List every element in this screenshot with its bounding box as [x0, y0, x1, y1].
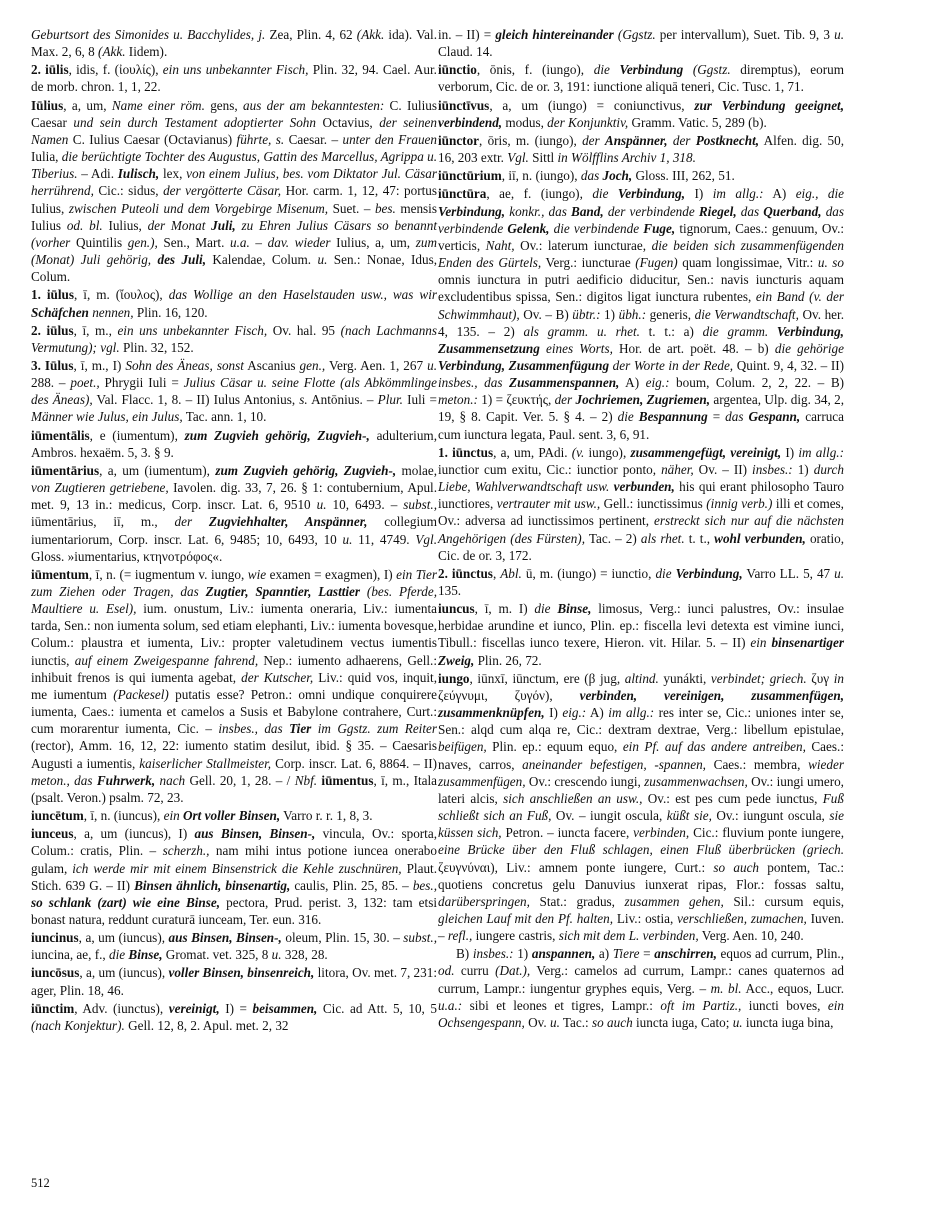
dictionary-entry: iunceus, a, um (iuncus), I) aus Binsen, Binsen-, vincula, Ov.: sporta, Colum.: cratis, Plin. – scherzh., nam mihi intus potione iuncea onerabo gulam, ich werde mir mit einem Binsenstrick die Kehle zuschnüren, Plaut. Stich. 639 G. – II) Binsen ähnlich, binsenartig, caulis, Plin. 25, 85. – bes., so schlank (zart) wie eine Binse, pectora, Prud. perist. 3, 132: tam etsi bonast natura, reddunt curaturā iunceam, Ter. eun. 316. — [31, 826, 438, 927]
dictionary-entry: iūnctor, ōris, m. (iungo), der Anspänner, der Postknecht, Alfen. dig. 50, 16, 203 extr. Vgl. Sittl in Wölfflins Archiv 1, 318. — [438, 132, 845, 166]
dictionary-entry: iungo, iūnxī, iūnctum, ere (β jug, altind. yunákti, verbindet; griech. ζυγ in ζεύγνυμι, ζυγόν), verbinden, vereinigen, zusammenfügen, zusammenknüpfen, I) eig.: A) im allg.: res inter se, Cic.: uniones inter se, Sen.: alqd cum alqa re, Cic.: dextram dextrae, Verg.: libellum epistulae, beifügen, Plin. ep.: equum equo, ein Pf. auf das andere antreiben, Caes.: naves, carros, aneinander befestigen, -spannen, Caes.: membra, wieder zusammenfügen, Ov.: crescendo iungi, zusammenwachsen, Ov.: iungi umero, lateri alcis, sich anschließen an usw., Ov.: est pes cum pede iunctus, Fuß schließt sich an Fuß, Ov. – iungit oscula, küßt sie, Ov.: iungunt oscula, sie küssen sich, Petron. – iuncta facere, verbinden, Cic.: fluvium ponte iungere, eine Brücke über den Fluß schlagen, einen Fluß überbrücken (griech. ζευγνύναι), Liv.: amnem ponte iungere, Curt.: so auch pontem, Tac.: quotiens concretus gelu Danuvius iunxerat ripas, Flor.: fossas saltu, darüberspringen, Stat.: gradus, zusammen gehen, Sil.: cursum equis, gleichen Lauf mit den Pf. halten, Liv.: ostia, verschließen, zumachen, Iuven. – refl., iungere castris, sich mit dem L. verbinden, Verg. Aen. 10, 240. — [438, 670, 844, 944]
dictionary-entry: in. – II) = gleich hintereinander (Ggstz. per intervallum), Suet. Tib. 9, 3 u. Claud. 14. — [438, 27, 844, 60]
dictionary-entry: 2. iūlus, ī, m., ein uns unbekannter Fisch, Ov. hal. 95 (nach Lachmanns Vermutung); vgl. Plin. 32, 152. — [31, 322, 438, 355]
dictionary-entry: Geburtsort des Simonides u. Bacchylides, j. Zea, Plin. 4, 62 (Akk. ida). Val. Max. 2, 6, 8 (Akk. Iidem). — [31, 27, 437, 60]
dictionary-entry: iūmentārius, a, um (iumentum), zum Zugvieh gehörig, Zugvieh-, molae, von Zugtieren getriebene, Iavolen. dig. 33, 7, 26. § 1: contubernium, Apul. met. 9, 13 in.: medicus, Corp. inscr. Lat. 6, 9510 u. 10, 6493. – subst., iūmentārius, iī, m., der Zugviehhalter, Anspänner, collegium iumentariorum, Corp. inscr. Lat. 6, 9485; 10, 6493, 10 u. 11, 4749. Vgl. Gloss. »iumentarius, κτηνοτρόφος«. — [31, 462, 438, 564]
dictionary-entry: iūmentālis, e (iumentum), zum Zugvieh gehörig, Zugvieh-, adulterium, Ambros. hexaëm. 5, 3. § 9. — [31, 427, 437, 460]
page-number: 512 — [31, 1176, 50, 1190]
dictionary-entry: iuncinus, a, um (iuncus), aus Binsen, Binsen-, oleum, Plin. 15, 30. – subst., iuncina, ae, f., die Binse, Gromat. vet. 325, 8 u. 328, 28. — [31, 930, 438, 963]
dictionary-entry: Iūlius, a, um, Name einer röm. gens, aus der am bekanntesten: C. Iulius Caesar und sein durch Testament adoptierter Sohn Octavius, der seinen Namen C. Iulius Caesar (Octavianus) führte, s. Caesar. – unter den Frauen Iulia, die berüchtigte Tochter des Augustus, Gattin des Marcellus, Agrippa u. Tiberius. – Adi. Iulisch, lex, von einem Julius, bes. vom Diktator Jul. Cäsar herrührend, Cic.: sidus, der vergötterte Cäsar, Hor. carm. 1, 12, 47: portus Iulius, zwischen Puteoli und dem Vorgebirge Misenum, Suet. – bes. mensis Iulius od. bl. Iulius, der Monat Juli, zu Ehren Julius Cäsars so benannt (vorher Quintilis gen.), Sen., Mart. u.a. – dav. wieder Iulius, a, um, zum (Monat) Juli gehörig, des Juli, Kalendae, Colum. u. Sen.: Nonae, Idus, Colum. — [31, 97, 438, 285]
dictionary-entry: 3. Iūlus, ī, m., I) Sohn des Äneas, sonst Ascanius gen., Verg. Aen. 1, 267 u. 288. – poet., Phrygii Iuli = Julius Cäsar u. seine Flotte (als Abkömmlinge des Äneas), Val. Flacc. 1, 8. – II) Iulus Antonius, s. Antōnius. – Plur. Iuli = Männer wie Julus, ein Julus, Tac. ann. 1, 10. — [31, 357, 437, 425]
dictionary-entry: 1. iūlus, ī, m. (ἴουλος), das Wollige an den Haselstauden usw., was wir Schäfchen nennen, Plin. 16, 120. — [31, 287, 437, 320]
dictionary-entry: 2. iūlis, idis, f. (ἰουλίς), ein uns unbekannter Fisch, Plin. 32, 94. Cael. Aur. de morb. chron. 1, 1, 22. — [31, 62, 437, 95]
right-column — [438, 26, 844, 1032]
dictionary-entry: 1. iūnctus, a, um, PAdi. (v. iungo), zusammengefügt, vereinigt, I) im allg.: iunctior cum exitu, Cic.: iunctior ponto, näher, Ov. – II) insbes.: 1) durch Liebe, Wahlverwandtschaft usw. verbunden, his qui erant philosopho Tauro iunctiores, vertrauter mit usw., Gell.: iunctissimus (innig verb.) illi et comes, Ov.: adversa ad iunctissimos pertinent, erstreckt sich nur auf die nächsten Angehörigen (des Fürsten), Tac. – 2) als rhet. t. t., wohl verbunden, oratio, Cic. de or. 3, 172. — [438, 444, 844, 563]
dictionary-entry: iūnctūrium, iī, n. (iungo), das Joch, Gloss. III, 262, 51. — [438, 168, 735, 184]
dictionary-entry: B) insbes.: 1) anspannen, a) Tiere = anschirren, equos ad currum, Plin., od. curru (Dat.), Verg.: camelos ad currum, Lampr.: canes quaternos ad currum, Lampr.: iungentur gryphes equis, Verg. – m. bl. Acc., equos, Lucr. u.a.: sibi et leones et tigres, Lampr.: oft im Partiz., iuncti boves, ein Ochsengespann, Ov. u. Tac.: so auch iuncta iuga, Cato; u. iuncta iuga bina, — [438, 946, 844, 1030]
dictionary-entry: iūnctim, Adv. (iunctus), vereinigt, I) = beisammen, Cic. ad Att. 5, 10, 5 (nach Konjektur). Gell. 12, 8, 2. Apul. met. 2, 32 — [31, 1000, 437, 1033]
dictionary-entry: iūmentum, ī, n. (= iugmentum v. iungo, wie examen = exagmen), I) ein Tier zum Ziehen oder Tragen, das Zugtier, Spanntier, Lasttier (bes. Pferde, Maultiere u. Esel), ium. onustum, Liv.: iumenta oneraria, Liv.: iumenta tarda, Sen.: non iumenta solum, sed etiam elephanti, Liv.: iumenta bovesque, Colum.: plaustra et iumenta, Liv.: propter valetudinem vectus iumentis iunctis, auf einem Zweigespanne fahrend, Nep.: iumento adhaerens, Gell.: inhibuit frenos is qui iumenta agebat, der Kutscher, Liv.: quid vos, inquit, me iumentum (Packesel) putatis esse? Petron.: omni undique conquirere iumenta, Caes.: iumenta et camelos a Susis et Babylone contrahere, Curt.: cum morarentur iumenta, Cic. – insbes., das Tier im Ggstz. zum Reiter (rector), Amm. 16, 12, 22: iumento statim desilut, ibid. § 35. – Caesaris Augusti a iumentis, kaiserlicher Stallmeister, Corp. inscr. Lat. 6, 8864. – II) meton., das Fuhrwerk, nach Gell. 20, 1, 28. – / Nbf. iūmentus, ī, m., Itala (psalt. Veron.) psalm. 72, 23. — [31, 566, 438, 805]
dictionary-entry: iuncētum, ī, n. (iuncus), ein Ort voller Binsen, Varro r. r. 1, 8, 3. — [31, 808, 373, 824]
left-column — [31, 26, 437, 1035]
dictionary-entry: iūnctūra, ae, f. (iungo), die Verbindung, I) im allg.: A) eig., die Verbindung, konkr., das Band, der verbindende Riegel, das Querband, das verbindende Gelenk, die verbindende Fuge, tignorum, Caes.: genuum, Ov.: verticis, Naht, Ov.: laterum iuncturae, die beiden sich zusammenfügenden Enden des Gürtels, Verg.: iuncturae (Fugen) quam longissimae, Vitr.: u. so omnis iunctura in putri aedificio diducitur, Sen.: navis iuncturis aquam excludentibus spissa, Sen.: digitos ligat iunctura rubentes, ein Band (v. der Schwimmhaut), Ov. – B) übtr.: 1) übh.: generis, die Verwandtschaft, Ov. her. 4, 135. – 2) als gramm. u. rhet. t. t.: a) die gramm. Verbindung, Zusammensetzung eines Worts, Hor. de art. poët. 48. – b) die gehörige Verbindung, Zusammenfügung der Worte in der Rede, Quint. 9, 4, 32. – II) insbes., das Zusammenspannen, A) eig.: boum, Colum. 2, 2, 22. – B) meton.: 1) = ζευκτής, der Jochriemen, Zugriemen, argentea, Ulp. dig. 34, 2, 19, § 8. Capit. Ver. 5. § 4. – 2) die Bespannung = das Gespann, carruca cum iunctura legata, Paul. sent. 3, 6, 91. — [438, 186, 845, 442]
dictionary-entry: iuncōsus, a, um (iuncus), voller Binsen, binsenreich, litora, Ov. met. 7, 231: ager, Plin. 18, 46. — [31, 965, 438, 998]
dictionary-entry: iuncus, ī, m. I) die Binse, limosus, Verg.: iunci palustres, Ov.: insulae herbidae arundine et iunco, Plin. ep.: fiscella levi detexta est vimine iunci, Tibull.: fiscellas iunco texere, Hieron. vit. Hilar. 5. – II) ein binsenartiger Zweig, Plin. 26, 72. — [438, 601, 844, 668]
dictionary-entry: 2. iūnctus, Abl. ū, m. (iungo) = iunctio, die Verbindung, Varro LL. 5, 47 u. 135. — [438, 565, 845, 598]
dictionary-entry: iūnctīvus, a, um (iungo) = coniunctivus, zur Verbindung geeignet, verbindend, modus, der Konjunktiv, Gramm. Vatic. 5, 289 (b). — [438, 97, 845, 130]
dictionary-entry: iūnctio, ōnis, f. (iungo), die Verbindung (Ggstz. diremptus), eorum verborum, Cic. de or. 3, 191: iunctione aliquā teneri, Cic. Tusc. 1, 71. — [438, 62, 844, 95]
